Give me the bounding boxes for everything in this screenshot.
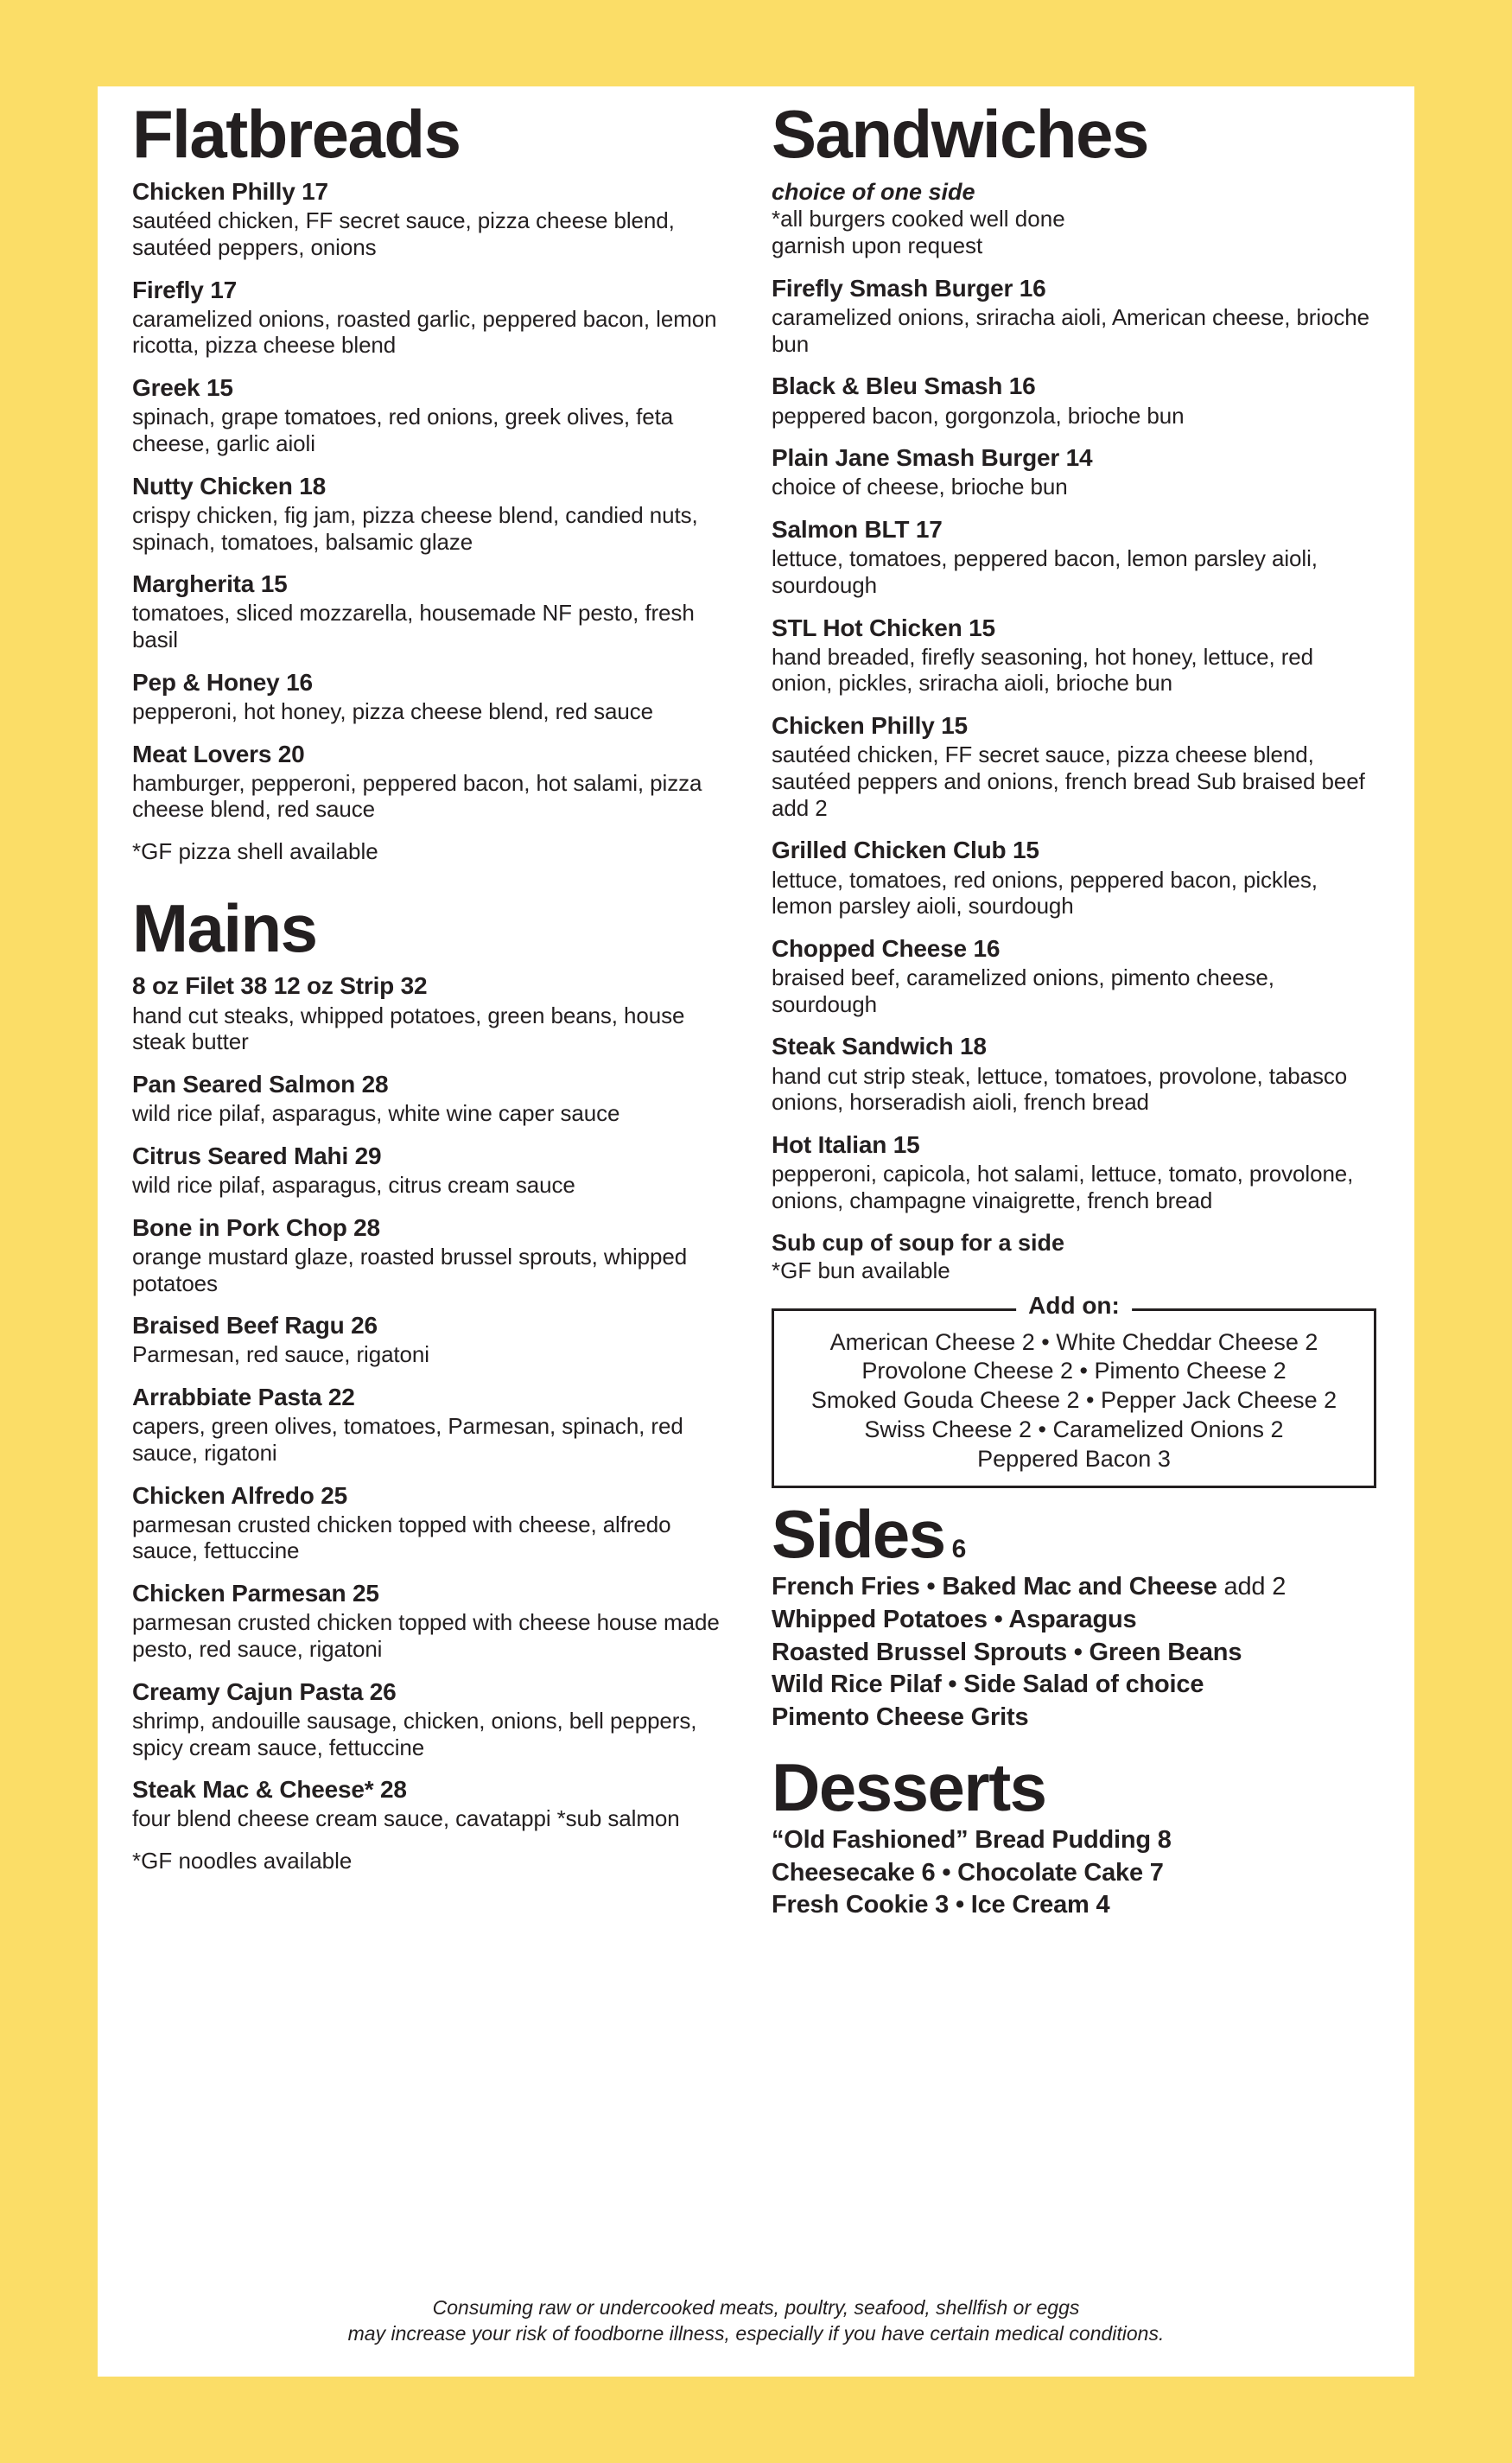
addon-legend-label: Add on: (1016, 1292, 1132, 1320)
section-title-desserts: Desserts (772, 1748, 1046, 1825)
menu-item (772, 1033, 1376, 1116)
sides-line-bold: Roasted Brussel Sprouts • Green Beans (772, 1638, 1242, 1666)
item-name: Chicken Philly 15 (772, 712, 968, 740)
item-description: parmesan crusted chicken topped with cheese, alfredo sauce, fettuccine (132, 1511, 671, 1564)
item-description: capers, green olives, tomatoes, Parmesan, spinach, red sauce, rigatoni (132, 1413, 683, 1466)
mains-gf-note: *GF noodles available (132, 1848, 353, 1874)
item-name: Salmon BLT 17 (772, 516, 943, 544)
item-name: Pep & Honey 16 (132, 668, 313, 696)
menu-item (132, 570, 737, 653)
disclaimer (98, 2295, 1414, 2347)
item-description: parmesan crusted chicken topped with cheese house made pesto, red sauce, rigatoni (132, 1609, 720, 1662)
item-name: Firefly Smash Burger 16 (772, 274, 1046, 302)
menu-item (132, 374, 737, 457)
sub-soup-note: Sub cup of soup for a side (772, 1230, 1065, 1257)
sides-price: 6 (951, 1535, 967, 1564)
sides-line (772, 1637, 1376, 1670)
sides-line-bold: French Fries • Baked Mac and Cheese (772, 1573, 1224, 1601)
sides-line (772, 1571, 1376, 1604)
menu-item (132, 972, 737, 1055)
menu-item (132, 1071, 737, 1127)
item-name: Plain Jane Smash Burger 14 (772, 444, 1093, 472)
item-name: Nutty Chicken 18 (132, 472, 326, 500)
sides-list (772, 1571, 1376, 1734)
menu-item (132, 277, 737, 360)
item-name: Arrabbiate Pasta 22 (132, 1384, 355, 1411)
sandwiches-intro-line: *all burgers cooked well done (772, 206, 1065, 232)
item-description: sautéed chicken, FF secret sauce, pizza cheese blend, sautéed peppers and onions, french bread Sub braised beef add 2 (772, 741, 1365, 821)
item-name: Grilled Chicken Club 15 (772, 837, 1039, 864)
menu-item (132, 1384, 737, 1467)
sides-line-bold: Whipped Potatoes • Asparagus (772, 1606, 1137, 1634)
sides-line-regular: add 2 (1223, 1573, 1286, 1601)
item-name: Hot Italian 15 (772, 1130, 920, 1158)
item-name: Chicken Alfredo 25 (132, 1481, 347, 1509)
flatbreads-gf-note: *GF pizza shell available (132, 838, 378, 865)
mains-item-list (132, 972, 737, 1832)
item-description: lettuce, tomatoes, peppered bacon, lemon parsley aioli, sourdough (772, 545, 1318, 598)
item-name: Black & Bleu Smash 16 (772, 372, 1036, 400)
menu-item (132, 1142, 737, 1199)
sandwiches-subhead: choice of one side (772, 179, 975, 206)
desserts-line: Fresh Cookie 3 • Ice Cream 4 (772, 1891, 1110, 1919)
disclaimer-line-1: Consuming raw or undercooked meats, poultry, seafood, shellfish or eggs (432, 2296, 1080, 2320)
section-title-sandwiches: Sandwiches (772, 96, 1148, 172)
menu-item (132, 741, 737, 824)
item-name: Chicken Philly 17 (132, 178, 328, 206)
item-description: crispy chicken, fig jam, pizza cheese blend, candied nuts, spinach, tomatoes, balsamic glaze (132, 501, 698, 555)
item-description: caramelized onions, roasted garlic, peppered bacon, lemon ricotta, pizza cheese blend (132, 305, 717, 359)
menu-item (132, 669, 737, 725)
item-name: Braised Beef Ragu 26 (132, 1312, 378, 1340)
item-description: peppered bacon, gorgonzola, brioche bun (772, 402, 1185, 429)
addon-line: Provolone Cheese 2 • Pimento Cheese 2 (861, 1358, 1286, 1384)
item-description: caramelized onions, sriracha aioli, American cheese, brioche bun (772, 304, 1370, 357)
item-description: four blend cheese cream sauce, cavatappi *sub salmon (132, 1805, 680, 1832)
item-description: tomatoes, sliced mozzarella, housemade NF pesto, fresh basil (132, 600, 695, 653)
item-name: Citrus Seared Mahi 29 (132, 1142, 382, 1169)
item-name: Bone in Pork Chop 28 (132, 1213, 380, 1241)
sides-line (772, 1702, 1376, 1734)
menu-item (772, 516, 1376, 599)
section-title-flatbreads: Flatbreads (132, 96, 461, 172)
item-name: Creamy Cajun Pasta 26 (132, 1677, 397, 1705)
item-description: orange mustard glaze, roasted brussel sprouts, whipped potatoes (132, 1243, 688, 1296)
item-description: wild rice pilaf, asparagus, citrus cream sauce (132, 1172, 575, 1198)
menu-item (132, 1580, 737, 1663)
desserts-list (772, 1824, 1376, 1922)
sides-line-bold: Pimento Cheese Grits (772, 1703, 1029, 1732)
item-description: choice of cheese, brioche bun (772, 474, 1068, 500)
sides-title-text: Sides (772, 1496, 945, 1573)
item-description: Parmesan, red sauce, rigatoni (132, 1341, 429, 1368)
menu-item (132, 1678, 737, 1761)
disclaimer-line-2: may increase your risk of foodborne illness, especially if you have certain medical conditions. (347, 2322, 1165, 2345)
menu-item (772, 1131, 1376, 1214)
item-description: hamburger, pepperoni, peppered bacon, hot salami, pizza cheese blend, red sauce (132, 769, 702, 823)
item-name: Steak Sandwich 18 (772, 1033, 987, 1060)
menu-item (132, 178, 737, 261)
item-description: hand cut strip steak, lettuce, tomatoes, provolone, tabasco onions, horseradish aioli, french bread (772, 1062, 1348, 1116)
item-name: Pan Seared Salmon 28 (132, 1070, 389, 1098)
menu-item (132, 1214, 737, 1297)
addon-line: American Cheese 2 • White Cheddar Cheese 2 (829, 1328, 1318, 1355)
flatbreads-item-list (132, 178, 737, 823)
item-description: pepperoni, capicola, hot salami, lettuce, tomato, provolone, onions, champagne vinaigrette, french bread (772, 1161, 1354, 1213)
item-description: hand breaded, firefly seasoning, hot honey, lettuce, red onion, pickles, sriracha aioli, brioche bun (772, 643, 1314, 697)
item-name: Chopped Cheese 16 (772, 934, 1001, 962)
right-column (772, 96, 1376, 1922)
item-description: braised beef, caramelized onions, pimento cheese, sourdough (772, 964, 1274, 1017)
item-description: pepperoni, hot honey, pizza cheese blend, red sauce (132, 697, 653, 724)
desserts-line: “Old Fashioned” Bread Pudding 8 (772, 1825, 1172, 1854)
menu-item (772, 444, 1376, 500)
item-description: spinach, grape tomatoes, red onions, greek olives, feta cheese, garlic aioli (132, 404, 674, 457)
item-description: lettuce, tomatoes, red onions, peppered bacon, pickles, lemon parsley aioli, sourdough (772, 866, 1318, 920)
menu-item (772, 837, 1376, 920)
item-name: Chicken Parmesan 25 (132, 1580, 379, 1607)
sandwiches-item-list (772, 275, 1376, 1214)
addon-line: Peppered Bacon 3 (977, 1445, 1171, 1472)
item-name: Steak Mac & Cheese* 28 (132, 1776, 407, 1804)
item-name: Greek 15 (132, 374, 233, 402)
menu-item (132, 1312, 737, 1368)
item-name: Firefly 17 (132, 276, 237, 303)
item-name: STL Hot Chicken 15 (772, 614, 995, 641)
menu-item (772, 935, 1376, 1018)
menu-item (132, 1482, 737, 1565)
menu-item (772, 712, 1376, 821)
item-description: sautéed chicken, FF secret sauce, pizza cheese blend, sautéed peppers, onions (132, 207, 675, 260)
menu-item (772, 275, 1376, 358)
item-description: shrimp, andouille sausage, chicken, onions, bell peppers, spicy cream sauce, fettuccine (132, 1707, 697, 1760)
item-name: Margherita 15 (132, 570, 288, 598)
menu-columns (132, 96, 1380, 1922)
addon-line: Swiss Cheese 2 • Caramelized Onions 2 (864, 1416, 1284, 1442)
sides-line (772, 1604, 1376, 1637)
desserts-line: Cheesecake 6 • Chocolate Cake 7 (772, 1858, 1164, 1887)
item-name: 8 oz Filet 38 12 oz Strip 32 (132, 972, 428, 1000)
addon-box (772, 1291, 1376, 1489)
menu-item (132, 1776, 737, 1832)
sides-line-bold: Wild Rice Pilaf • Side Salad of choice (772, 1671, 1204, 1699)
sandwiches-intro (772, 178, 1376, 259)
item-description: wild rice pilaf, asparagus, white wine caper sauce (132, 1100, 620, 1127)
sides-line (772, 1669, 1376, 1702)
menu-page (98, 86, 1414, 2377)
section-title-mains: Mains (132, 890, 317, 967)
sandwiches-intro-line: garnish upon request (772, 232, 983, 259)
sandwiches-gf-note: *GF bun available (772, 1257, 950, 1283)
addon-line: Smoked Gouda Cheese 2 • Pepper Jack Cheese 2 (810, 1387, 1337, 1414)
item-name: Meat Lovers 20 (132, 740, 305, 767)
menu-item (132, 473, 737, 556)
item-description: hand cut steaks, whipped potatoes, green beans, house steak butter (132, 1002, 685, 1055)
left-column (132, 96, 737, 1890)
menu-item (772, 372, 1376, 429)
section-title-sides (772, 1496, 1376, 1573)
menu-item (772, 614, 1376, 697)
